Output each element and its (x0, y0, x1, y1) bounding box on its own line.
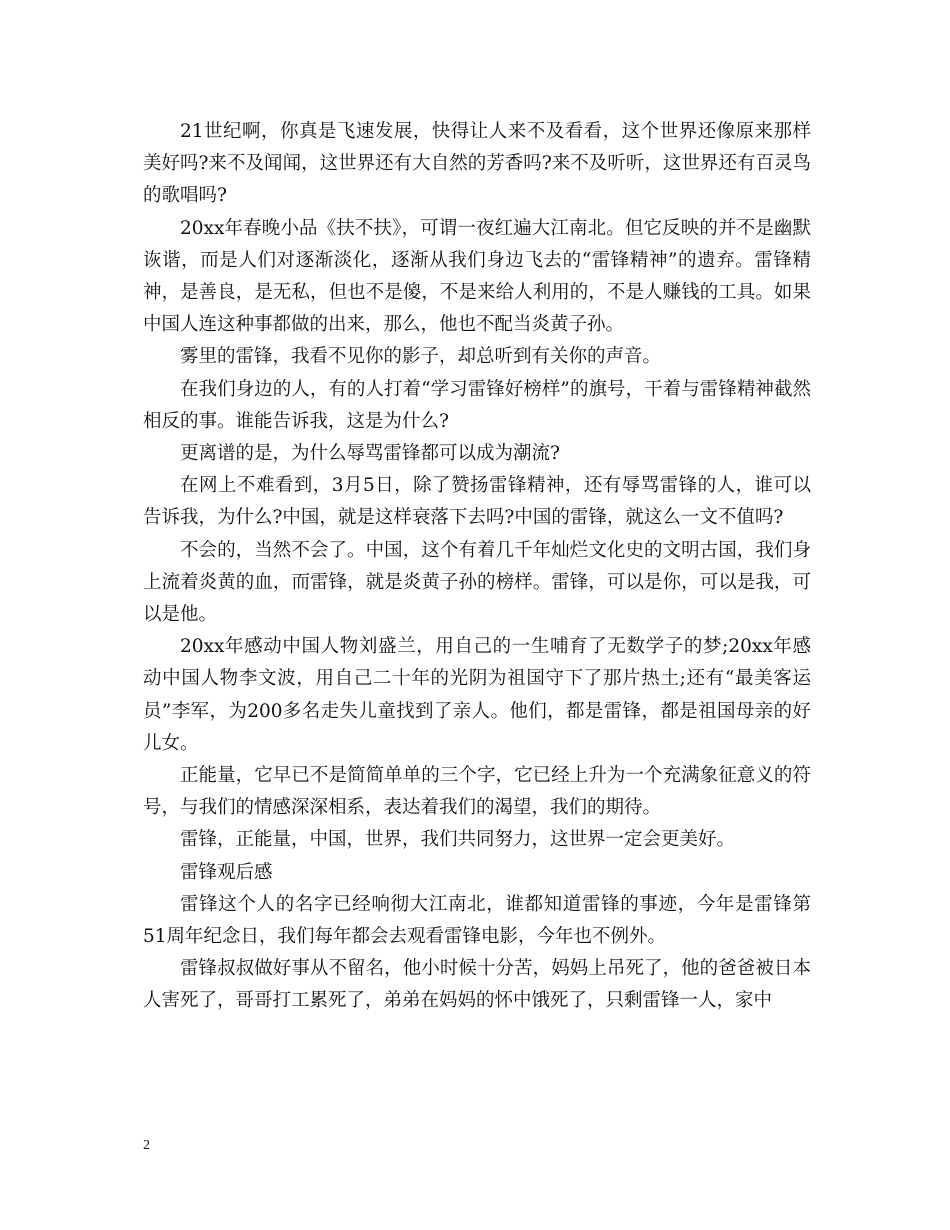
paragraph: 21世纪啊，你真是飞速发展，快得让人来不及看看，这个世界还像原来那样美好吗?来不及闻闻，这世界还有大自然的芳香吗?来不及听听，这世界还有百灵鸟的歌唱吗? (143, 121, 811, 207)
paragraph: 20xx年感动中国人物刘盛兰，用自己的一生哺育了无数学子的梦;20xx年感动中国人物李文波，用自己二十年的光阴为祖国守下了那片热土;还有“最美客运员”李军，为200多名走失儿童找到了亲人。他们，都是雷锋，都是祖国母亲的好儿女。 (143, 636, 811, 754)
body-text (143, 116, 811, 1018)
paragraph: 正能量，它早已不是简简单单的三个字，它已经上升为一个充满象征意义的符号，与我们的情感深深相系，表达着我们的渴望，我们的期待。 (143, 765, 811, 819)
paragraph: 不会的，当然不会了。中国，这个有着几千年灿烂文化史的文明古国，我们身上流着炎黄的血，而雷锋，就是炎黄子孙的榜样。雷锋，可以是你，可以是我，可以是他。 (143, 539, 811, 626)
paragraph: 在我们身边的人，有的人打着“学习雷锋好榜样”的旗号，干着与雷锋精神截然相反的事。谁能告诉我，这是为什么? (143, 378, 811, 432)
paragraph: 雷锋，正能量，中国，世界，我们共同努力，这世界一定会更美好。 (180, 829, 736, 851)
paragraph: 雷锋叔叔做好事从不留名，他小时候十分苦，妈妈上吊死了，他的爸爸被日本人害死了，哥哥打工累死了，弟弟在妈妈的怀中饿死了，只剩雷锋一人，家中 (143, 958, 811, 1012)
paragraph: 更离谱的是，为什么辱骂雷锋都可以成为潮流? (180, 443, 560, 465)
section-heading: 雷锋观后感 (180, 861, 273, 883)
paragraph: 雷锋这个人的名字已经响彻大江南北，谁都知道雷锋的事迹，今年是雷锋第51周年纪念日，我们每年都会去观看雷锋电影，今年也不例外。 (143, 893, 811, 948)
paragraph: 在网上不难看到，3月5日，除了赞扬雷锋精神，还有辱骂雷锋的人，谁可以告诉我，为什么?中国，就是这样衰落下去吗?中国的雷锋，就这么一文不值吗? (143, 475, 811, 529)
page-number: 2 (143, 1138, 150, 1153)
paragraph: 雾里的雷锋，我看不见你的影子，却总听到有关你的声音。 (180, 346, 662, 368)
paragraph: 20xx年春晚小品《扶不扶》，可谓一夜红遍大江南北。但它反映的并不是幽默诙谐，而是人们对逐渐淡化，逐渐从我们身边飞去的“雷锋精神”的遗弃。雷锋精神，是善良，是无私，但也不是傻，不是来给人利用的，不是人赚钱的工具。如果中国人连这种事都做的出来，那么，他也不配当炎黄子孙。 (143, 217, 811, 336)
